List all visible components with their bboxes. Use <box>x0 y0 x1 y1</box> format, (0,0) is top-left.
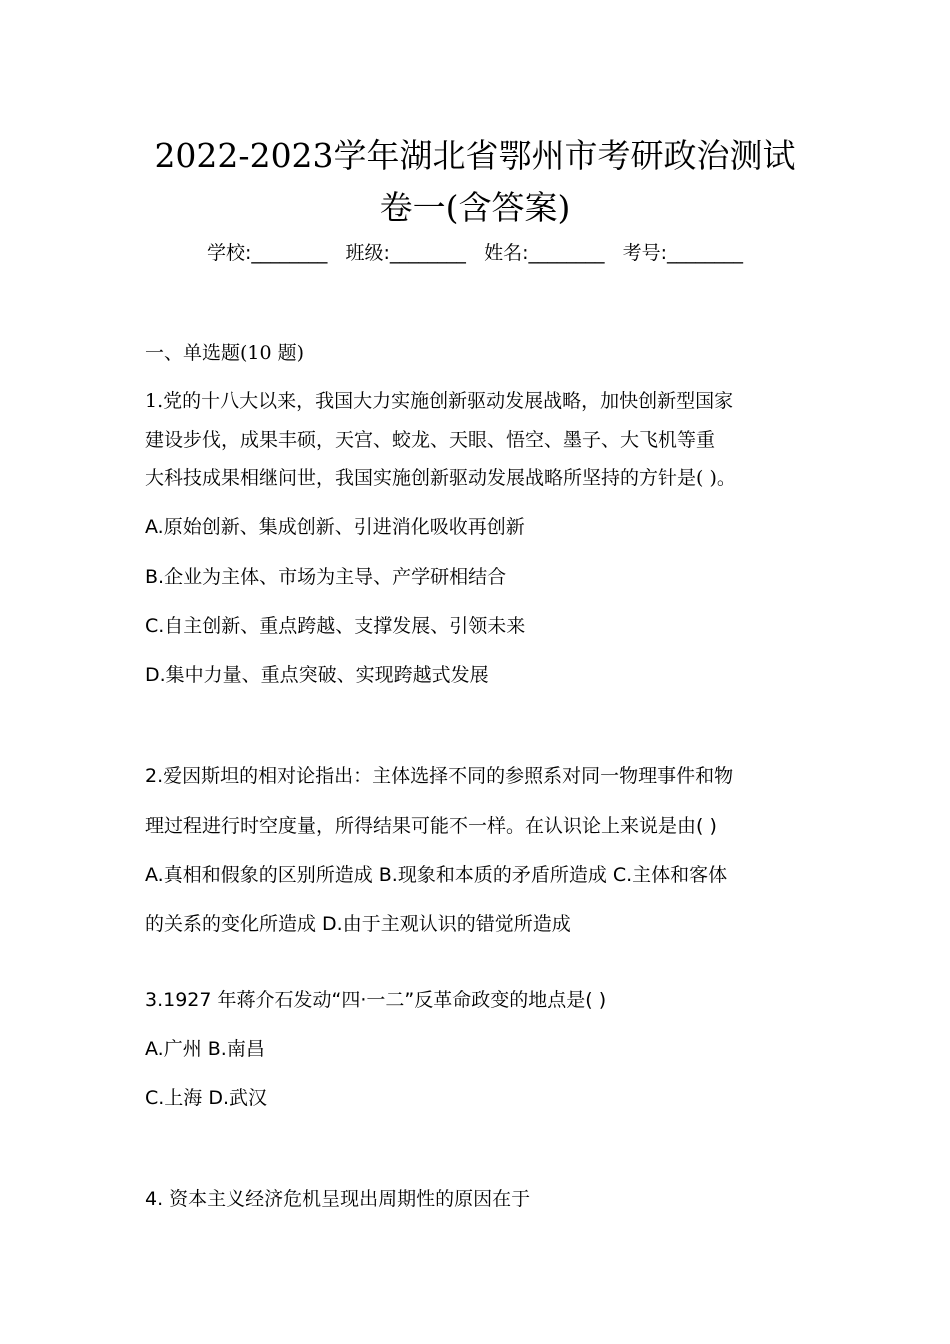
document-title-line-2: 卷一(含答案) <box>379 188 571 227</box>
question-1-option-d: D.集中力量、重点突破、实现跨越式发展 <box>145 664 489 686</box>
question-1-line-3: 大科技成果相继问世，我国实施创新驱动发展战略所坚持的方针是( )。 <box>145 467 736 489</box>
question-2-line-1: 2.爱因斯坦的相对论指出：主体选择不同的参照系对同一物理事件和物 <box>145 765 734 787</box>
exam-number-field: 考号:________ <box>622 242 744 264</box>
question-1-option-b: B.企业为主体、市场为主导、产学研相结合 <box>145 566 507 588</box>
question-3-option-ab: A.广州 B.南昌 <box>145 1038 265 1060</box>
question-1-line-1: 1.党的十八大以来，我国大力实施创新驱动发展战略，加快创新型国家 <box>145 390 734 412</box>
student-info-fields <box>0 238 950 265</box>
question-2-line-3: A.真相和假象的区别所造成 B.现象和本质的矛盾所造成 C.主体和客体 <box>145 864 728 886</box>
question-3-option-cd: C.上海 D.武汉 <box>145 1087 268 1109</box>
question-2-line-4: 的关系的变化所造成 D.由于主观认识的错觉所造成 <box>145 913 571 935</box>
name-field: 姓名:________ <box>484 242 605 264</box>
question-3-line-1: 3.1927 年蒋介石发动“四·一二”反革命政变的地点是( ) <box>145 989 607 1011</box>
document-title-line-1: 2022-2023学年湖北省鄂州市考研政治测试 <box>154 136 796 175</box>
class-field: 班级:________ <box>345 242 466 264</box>
question-1-line-2: 建设步伐，成果丰硕，天宫、蛟龙、天眼、悟空、墨子、大飞机等重 <box>145 429 716 451</box>
question-1-option-c: C.自主创新、重点跨越、支撑发展、引领未来 <box>145 615 526 637</box>
question-2-line-2: 理过程进行时空度量，所得结果可能不一样。在认识论上来说是由( ) <box>145 815 717 837</box>
school-field: 学校:________ <box>206 242 328 264</box>
section-heading: 一、单选题(10 题) <box>145 342 305 364</box>
question-1-option-a: A.原始创新、集成创新、引进消化吸收再创新 <box>145 516 525 538</box>
question-4-line-1: 4. 资本主义经济危机呈现出周期性的原因在于 <box>145 1188 531 1210</box>
